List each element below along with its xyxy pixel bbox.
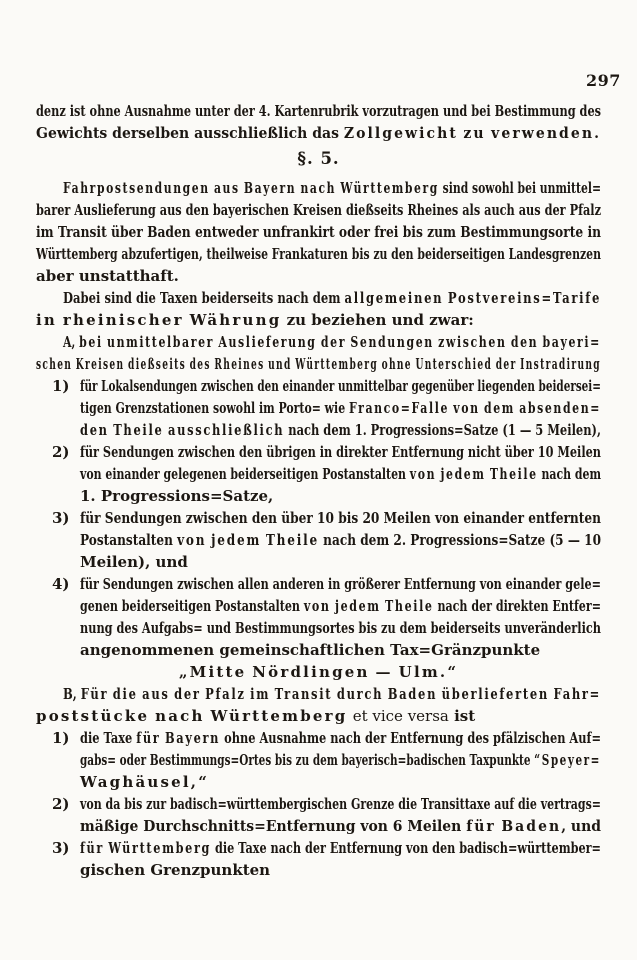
text-line xyxy=(36,441,601,463)
text-segments xyxy=(80,573,601,595)
text-segment: die Taxe nach der Entfernung von den badisch=württember= xyxy=(211,839,601,857)
text-segments xyxy=(80,507,601,529)
text-line xyxy=(36,375,601,397)
text-line xyxy=(36,177,601,199)
list-marker: 1) xyxy=(52,377,70,395)
list-marker: 1) xyxy=(52,729,70,747)
text-segment: poststücke nach Württemberg xyxy=(36,707,348,725)
text-segments xyxy=(36,353,601,375)
text-segment: gabs= oder Bestimmungs=Ortes bis zu dem bayerisch=badischen Taxpunkte xyxy=(80,751,535,769)
section-heading xyxy=(36,148,601,170)
text-segment: von einander gelegenen beiderseitigen Postanstalten xyxy=(80,465,410,483)
text-segments xyxy=(36,221,601,243)
text-segments xyxy=(80,749,601,771)
list-item-a-1 xyxy=(36,375,601,441)
page-number: 297 xyxy=(586,71,621,90)
list-item-b-1 xyxy=(36,727,601,793)
text-segment: für Lokalsendungen zwischen den einander unmittelbar gegenüber liegenden beidersei= xyxy=(80,377,601,395)
text-line xyxy=(36,529,601,551)
text-segment: Für die aus der Pfalz im Transit durch Baden überlieferten Fahr= xyxy=(80,685,602,703)
text-segments xyxy=(80,793,601,815)
text-line xyxy=(36,122,601,144)
text-segment: schen Kreisen dießseits des Rheines und Württemberg ohne Unterschied der Instradirung xyxy=(36,355,601,373)
latin-text-segment: et vice versa xyxy=(352,707,449,725)
text-segments xyxy=(80,485,273,507)
text-line xyxy=(36,771,601,793)
paragraph-fahrpostsendungen xyxy=(36,177,601,287)
text-segments xyxy=(80,375,601,397)
text-line xyxy=(36,551,601,573)
text-segments xyxy=(179,661,458,683)
paragraph-continuation xyxy=(36,100,601,144)
paragraph-section-b xyxy=(36,683,601,727)
text-line xyxy=(36,683,601,705)
text-segment: nach dem 2. Progressions=Satze (5 — 10 xyxy=(318,531,601,549)
text-segment: Württemberg abzufertigen, theilweise Frankaturen bis zu den beiderseitigen Landesgrenzen xyxy=(36,245,601,263)
text-line xyxy=(36,353,601,375)
text-line xyxy=(36,705,601,727)
text-segment: im Transit über Baden entweder unfrankirt oder frei bis zum Bestimmungsorte in xyxy=(36,223,602,241)
text-segment: Fahrpostsendungen aus Bayern nach Württemberg xyxy=(63,179,439,197)
text-segments xyxy=(80,419,601,441)
text-segments xyxy=(80,815,601,837)
text-line xyxy=(36,463,601,485)
text-segment: für Sendungen zwischen den übrigen in direkter Entfernung nicht über 10 Meilen xyxy=(80,443,601,461)
text-segment: §. 5. xyxy=(297,149,340,168)
text-segment: tigen Grenzstationen sowohl im Porto= wie xyxy=(80,399,349,417)
text-line xyxy=(36,727,601,749)
text-segment: von jedem Theile xyxy=(177,531,319,549)
text-segments xyxy=(80,551,188,573)
list-marker: 4) xyxy=(52,575,70,593)
text-segment: gischen Grenzpunkten xyxy=(80,861,271,879)
text-segments xyxy=(63,287,601,309)
text-segment: nach der direkten Entfer= xyxy=(433,597,601,615)
text-segments xyxy=(36,100,601,122)
text-segment: Postanstalten xyxy=(80,531,178,549)
text-line xyxy=(36,419,601,441)
text-segment: für Bayern xyxy=(136,729,221,747)
text-segment: nung des Aufgabs= und Bestimmungsortes bis zu dem beiderseits unveränderlich xyxy=(80,619,601,637)
text-segment: angenommenen gemeinschaftlichen Tax=Gränzpunkte xyxy=(80,641,541,659)
paragraph-section-a xyxy=(36,331,601,375)
text-segments xyxy=(297,148,339,170)
text-segment: zu beziehen und zwar: xyxy=(281,311,474,329)
text-line xyxy=(36,507,601,529)
text-segment: nach dem 1. Progressions=Satze (1 — 5 Meilen), xyxy=(284,421,601,439)
text-segments xyxy=(63,683,601,705)
text-segment: für Württemberg xyxy=(80,839,212,857)
list-marker: 2) xyxy=(52,443,70,461)
text-segments xyxy=(36,199,601,221)
list-item-a-3 xyxy=(36,507,601,573)
text-segment: ohne Ausnahme nach der Entfernung des pfälzischen Auf= xyxy=(220,729,601,747)
text-segment: Waghäusel,“ xyxy=(80,773,210,791)
text-segments xyxy=(80,617,601,639)
text-segments xyxy=(63,177,601,199)
text-line xyxy=(36,837,601,859)
text-line xyxy=(36,485,601,507)
text-segments xyxy=(80,463,601,485)
text-line xyxy=(36,397,601,419)
text-segment: Franco=Falle von dem absenden= xyxy=(348,399,602,417)
text-line xyxy=(36,639,601,661)
text-segment: sind sowohl bei unmittel= xyxy=(438,179,602,197)
text-line xyxy=(36,661,601,683)
text-segments xyxy=(63,331,601,353)
text-segment: von jedem Theile xyxy=(409,465,538,483)
text-segments xyxy=(80,639,540,661)
text-line xyxy=(36,331,601,353)
text-segment: den Theile ausschließlich xyxy=(80,421,285,439)
text-segment: „Mitte Nördlingen — Ulm.“ xyxy=(178,663,459,681)
text-segment: Dabei sind die Taxen beiderseits nach dem xyxy=(63,289,345,307)
text-line xyxy=(36,100,601,122)
list-item-a-2 xyxy=(36,441,601,507)
list-item-a-4 xyxy=(36,573,601,661)
text-segment: A, xyxy=(63,333,80,351)
text-segment: barer Auslieferung aus den bayerischen Kreisen dießseits Rheines als auch aus der Pfalz xyxy=(36,201,601,219)
text-segments xyxy=(80,771,209,793)
tax-boundary-quote xyxy=(36,661,601,683)
text-segment: Meilen), und xyxy=(80,553,188,571)
list-item-b-2 xyxy=(36,793,601,837)
text-line xyxy=(36,749,601,771)
text-segment: für Sendungen zwischen den über 10 bis 20 Meilen von einander entfernten xyxy=(80,509,602,527)
text-segments xyxy=(80,397,601,419)
text-segment: die Taxe xyxy=(80,729,137,747)
text-line xyxy=(36,573,601,595)
text-segment: in rheinischer Währung xyxy=(36,311,282,329)
text-segment: von da bis zur badisch=württembergischen Grenze die Transittaxe auf die vertrags= xyxy=(80,795,602,813)
text-line xyxy=(36,243,601,265)
text-segment: aber unstatthaft. xyxy=(36,267,179,285)
text-segment: denz ist ohne Ausnahme unter der 4. Kartenrubrik vorzutragen und bei Bestimmung des xyxy=(36,102,602,120)
list-marker: 3) xyxy=(52,509,70,527)
text-segment: für Baden xyxy=(466,817,562,835)
text-segment: Zollgewicht zu verwenden. xyxy=(343,124,602,142)
list-item-b-3 xyxy=(36,837,601,881)
document-body xyxy=(36,100,601,881)
text-segment: “Speyer= xyxy=(534,751,601,769)
text-segment: für Sendungen zwischen allen anderen in größerer Entfernung von einander gele= xyxy=(80,575,601,593)
paragraph-taxen xyxy=(36,287,601,331)
text-segment: nach dem xyxy=(537,465,602,483)
text-segment: allgemeinen Postvereins=Tarife xyxy=(344,289,602,307)
text-segment: B, xyxy=(63,685,81,703)
text-line xyxy=(36,859,601,881)
text-segment: 1. Progressions=Satze, xyxy=(80,487,274,505)
text-segment: mäßige Durchschnitts=Entfernung von 6 Meilen xyxy=(80,817,467,835)
text-segment: von jedem Theile xyxy=(303,597,434,615)
text-segments xyxy=(80,837,601,859)
text-line xyxy=(36,221,601,243)
text-line xyxy=(36,793,601,815)
text-line xyxy=(36,265,601,287)
text-line xyxy=(36,595,601,617)
text-segments xyxy=(36,122,601,144)
text-segments xyxy=(80,859,270,881)
text-segment: bei unmittelbarer Auslieferung der Sendungen zwischen den bayeri= xyxy=(79,333,601,351)
text-line xyxy=(36,287,601,309)
text-segments xyxy=(80,727,601,749)
text-segment: ist xyxy=(448,707,476,725)
text-segments xyxy=(36,309,474,331)
text-segments xyxy=(80,441,601,463)
text-line xyxy=(36,309,601,331)
text-segments xyxy=(36,265,179,287)
text-segments xyxy=(80,529,601,551)
text-segment: , und xyxy=(561,817,601,835)
text-line xyxy=(36,148,601,170)
list-marker: 3) xyxy=(52,839,70,857)
text-line xyxy=(36,199,601,221)
list-marker: 2) xyxy=(52,795,70,813)
text-segments xyxy=(80,595,601,617)
text-segments xyxy=(36,705,475,727)
text-segment: genen beiderseitigen Postanstalten xyxy=(80,597,304,615)
text-segment: Gewichts derselben ausschließlich das xyxy=(36,124,344,142)
text-segments xyxy=(36,243,601,265)
text-line xyxy=(36,815,601,837)
text-line xyxy=(36,617,601,639)
